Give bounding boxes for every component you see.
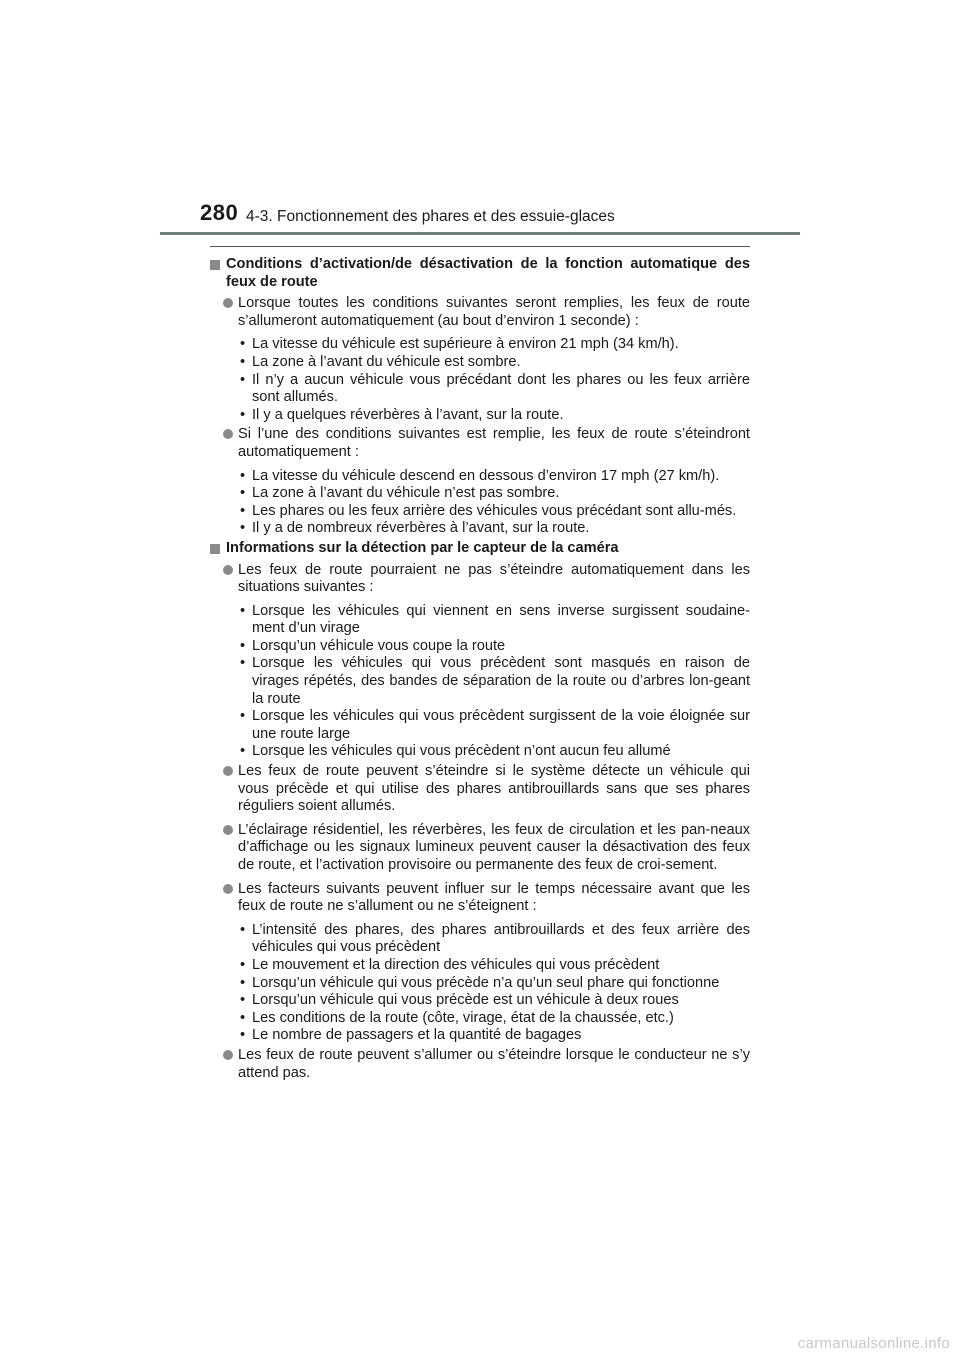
bullet-paragraph (210, 763, 750, 816)
list-item: • Lorsqu’un véhicule qui vous précède n’a qu’un seul phare qui fonctionne (210, 975, 750, 993)
section-heading (210, 256, 750, 291)
circle-bullet-icon (223, 766, 233, 776)
watermark: carmanualsonline.info (797, 1335, 950, 1352)
bullet-paragraph (210, 1047, 750, 1082)
circle-bullet-icon (223, 565, 233, 575)
bullet-text: L’éclairage résidentiel, les réverbères, les feux de circulation et les pan-neaux d’affichage ou les signaux lumineux peuvent causer la désactivation des feux de route, et l’activation provisoire ou permanente des feux de croi-sement. (238, 821, 750, 873)
bullet-paragraph (210, 822, 750, 875)
list-item: • Il y a quelques réverbères à l’avant, sur la route. (210, 407, 750, 425)
list-item: • La zone à l’avant du véhicule est sombre. (210, 354, 750, 372)
circle-bullet-icon (223, 298, 233, 308)
list-item: • La vitesse du véhicule est supérieure à environ 21 mph (34 km/h). (210, 336, 750, 354)
section-divider (210, 246, 750, 247)
list-item: • Le nombre de passagers et la quantité de bagages (210, 1027, 750, 1045)
list-item: • La zone à l’avant du véhicule n’est pas sombre. (210, 485, 750, 503)
list-item: • La vitesse du véhicule descend en dessous d’environ 17 mph (27 km/h). (210, 468, 750, 486)
chapter-title: 4-3. Fonctionnement des phares et des essuie-glaces (246, 208, 615, 225)
header-rule (160, 232, 800, 235)
bullet-text: Lorsque toutes les conditions suivantes seront remplies, les feux de route s’allumeront automatiquement (au bout d’environ 1 seconde) : (238, 295, 750, 329)
bullet-paragraph (210, 881, 750, 916)
square-bullet-icon (210, 544, 220, 554)
list-item: • Lorsque les véhicules qui viennent en sens inverse surgissent soudaine-ment d’un virage (210, 603, 750, 638)
list-item: • L’intensité des phares, des phares antibrouillards et des feux arrière des véhicules qui vous précèdent (210, 922, 750, 957)
page-number: 280 (200, 200, 239, 225)
bullet-paragraph (210, 426, 750, 461)
circle-bullet-icon (223, 884, 233, 894)
bullet-paragraph (210, 562, 750, 597)
list-item: • Il y a de nombreux réverbères à l’avant, sur la route. (210, 520, 750, 538)
page-content (210, 256, 750, 1088)
bullet-text: Les feux de route pourraient ne pas s’éteindre automatiquement dans les situations suivantes : (238, 561, 750, 596)
circle-bullet-icon (223, 1050, 233, 1060)
circle-bullet-icon (223, 429, 233, 439)
list-item: • Lorsque les véhicules qui vous précèdent sont masqués en raison de virages répétés, des bandes de séparation de la route ou d’arbres lon-geant la route (210, 655, 750, 708)
list-item: • Les conditions de la route (côte, virage, état de la chaussée, etc.) (210, 1010, 750, 1028)
page-header (0, 0, 960, 240)
list-item: • Les phares ou les feux arrière des véhicules vous précédant sont allu-més. (210, 503, 750, 521)
section-heading-text: Conditions d’activation/de désactivation de la fonction automatique des feux de route (226, 256, 750, 290)
bullet-text: Si l’une des conditions suivantes est remplie, les feux de route s’éteindront automatiquement : (238, 426, 750, 460)
sub-list (210, 603, 750, 761)
list-item: • Le mouvement et la direction des véhicules qui vous précèdent (210, 957, 750, 975)
sub-list (210, 922, 750, 1045)
bullet-text: Les feux de route peuvent s’éteindre si le système détecte un véhicule qui vous précède et qui utilise des phares antibrouillards sans que ses phares réguliers soient allumés. (238, 763, 750, 815)
list-item: • Lorsque les véhicules qui vous précèdent surgissent de la voie éloignée sur une route large (210, 708, 750, 743)
list-item: • Lorsque les véhicules qui vous précèdent n’ont aucun feu allumé (210, 743, 750, 761)
sub-list (210, 468, 750, 538)
list-item: • Lorsqu’un véhicule vous coupe la route (210, 638, 750, 656)
sub-list (210, 336, 750, 424)
bullet-text: Les facteurs suivants peuvent influer sur le temps nécessaire avant que les feux de route ne s’allument ou ne s’éteignent : (238, 880, 750, 915)
list-item: • Lorsqu’un véhicule qui vous précède est un véhicule à deux roues (210, 992, 750, 1010)
square-bullet-icon (210, 260, 220, 270)
bullet-paragraph (210, 295, 750, 330)
bullet-text: Les feux de route peuvent s’allumer ou s’éteindre lorsque le conducteur ne s’y attend pas. (238, 1046, 750, 1081)
list-item: • Il n’y a aucun véhicule vous précédant dont les phares ou les feux arrière sont allumés. (210, 372, 750, 407)
section-heading (210, 540, 750, 558)
circle-bullet-icon (223, 825, 233, 835)
section-heading-text: Informations sur la détection par le capteur de la caméra (226, 539, 619, 556)
